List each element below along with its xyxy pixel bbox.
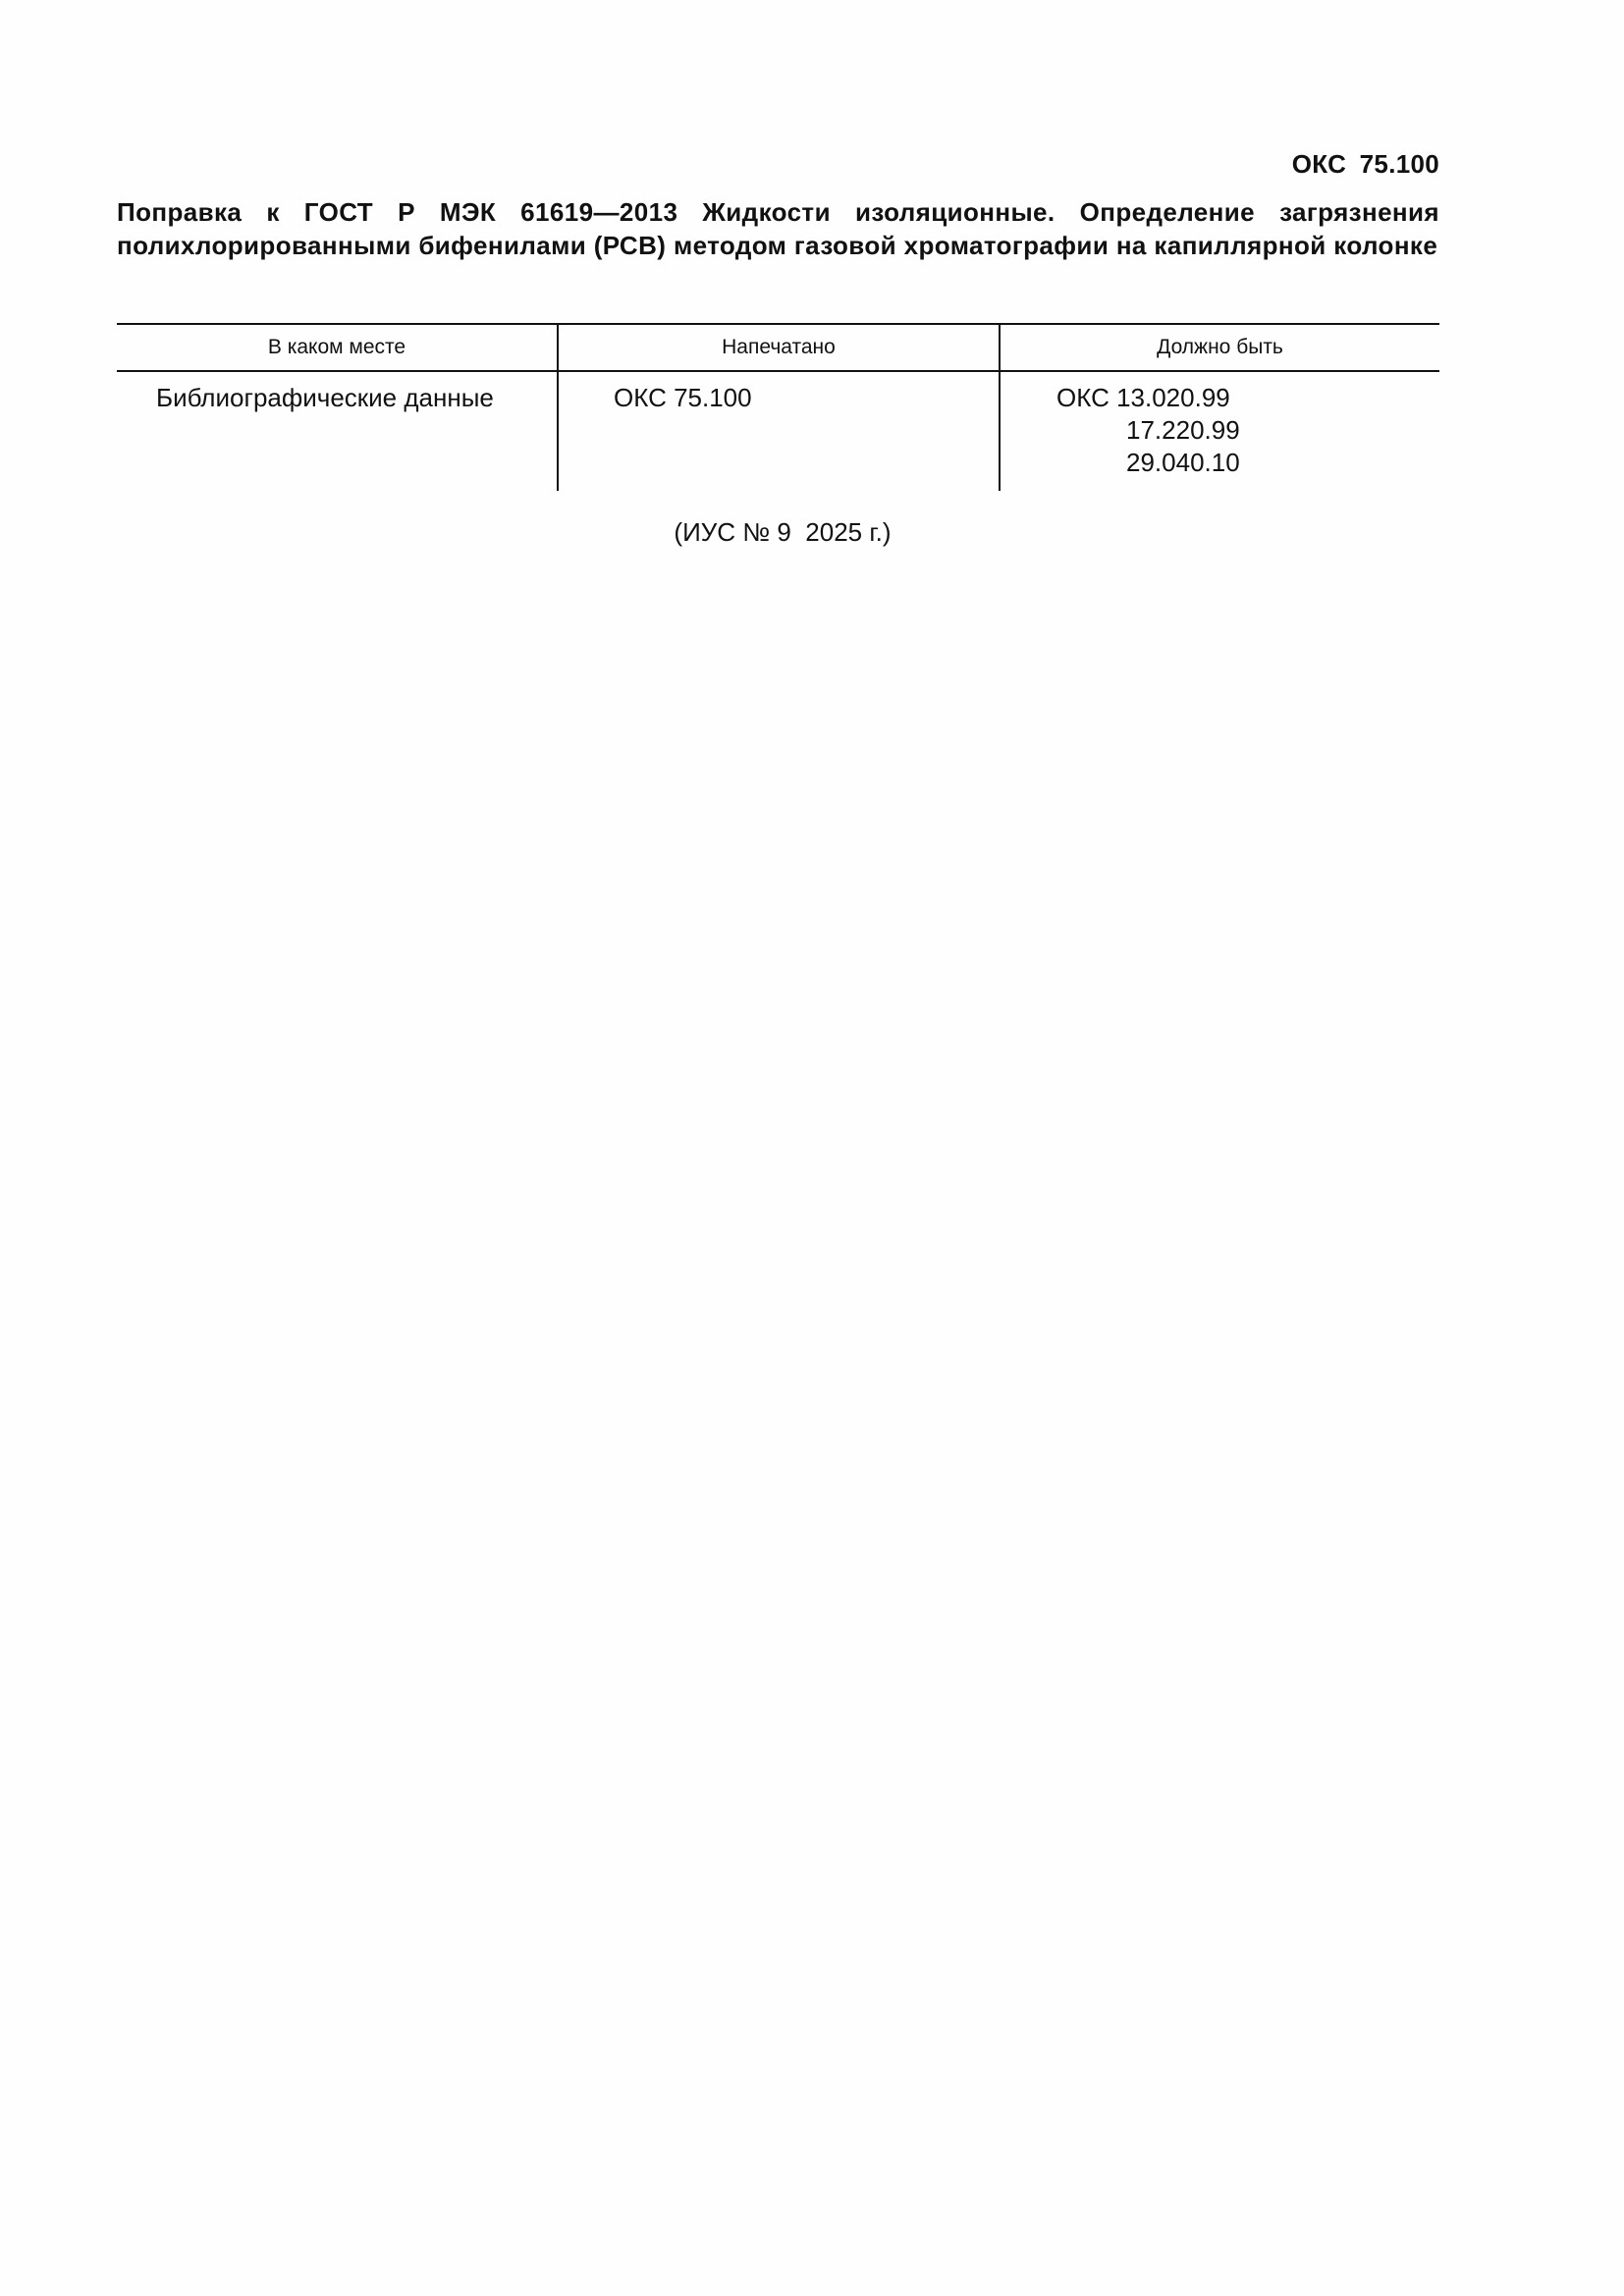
oks-classification-code: ОКС 75.100 (1291, 149, 1439, 179)
correction-table (117, 323, 1439, 491)
ius-reference: (ИУС № 9 2025 г.) (674, 517, 892, 547)
document-title: Поправка к ГОСТ Р МЭК 61619—2013 Жидкости изоляционные. Определение загрязнения полихлорированными бифенилами (РСВ) методом газовой хроматографии на капиллярной колонке (117, 197, 1439, 260)
should-be-line-2: 17.220.99 (1126, 415, 1240, 445)
cell-place: Библиографические данные (156, 383, 494, 412)
header-should-be: Должно быть (1000, 324, 1439, 371)
header-printed: Напечатано (558, 324, 1000, 371)
cell-printed: ОКС 75.100 (558, 371, 1000, 491)
table-row (117, 371, 1439, 491)
cell-should-be (1000, 371, 1439, 491)
header-where: В каком месте (117, 324, 558, 371)
should-be-line-3: 29.040.10 (1126, 448, 1240, 477)
table-header-row (117, 324, 1439, 371)
should-be-line-1: ОКС 13.020.99 (1056, 383, 1230, 412)
